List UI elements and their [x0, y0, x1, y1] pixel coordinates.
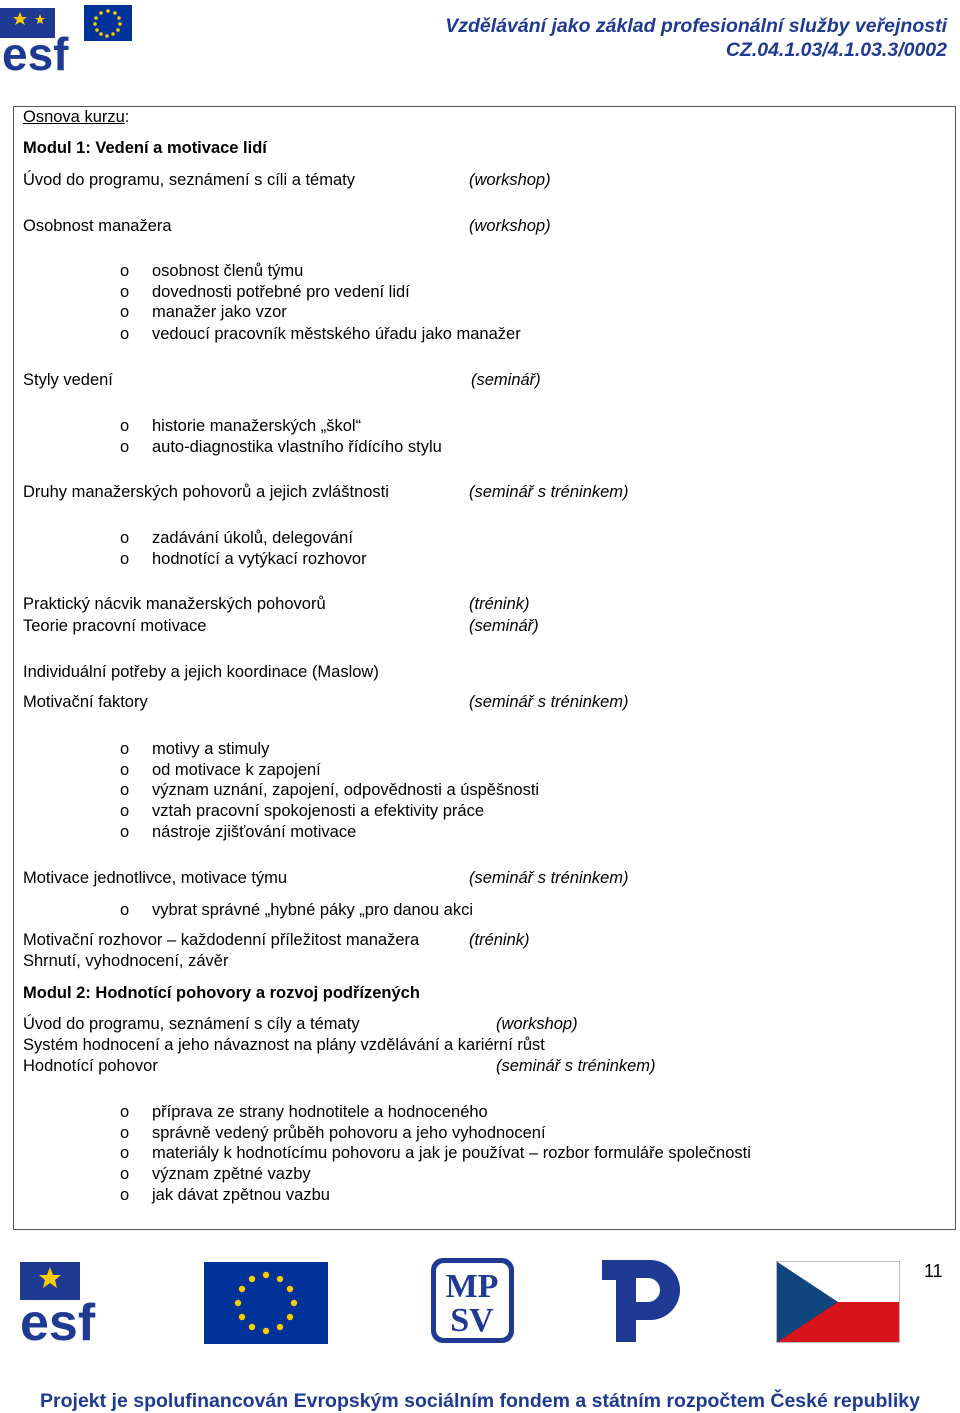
m1-styles: Styly vedení [23, 371, 113, 389]
czech-flag-icon [776, 1261, 900, 1343]
esf-logo-icon [0, 0, 135, 75]
ministry-p-icon [600, 1258, 686, 1342]
list-item: příprava ze strany hodnotitele a hodnoceného [152, 1103, 488, 1121]
bullet-icon: o [120, 761, 130, 779]
bullet-icon: o [120, 1144, 130, 1162]
m1-interviews: Druhy manažerských pohovorů a jejich zvláštnosti [23, 483, 389, 501]
m1-factors: Motivační faktory [23, 693, 148, 711]
list-item: zadávání úkolů, delegování [152, 529, 353, 547]
bullet-icon: o [120, 303, 130, 321]
mpsv-logo-icon [430, 1257, 515, 1344]
m1-practice: Praktický nácvik manažerských pohovorů [23, 595, 326, 613]
header-project-code: CZ.04.1.03/4.1.03.3/0002 [725, 39, 947, 61]
m1-intro: Úvod do programu, seznámení s cíli a tématy [23, 171, 355, 189]
m2-intro: Úvod do programu, seznámení s cíly a tématy [23, 1015, 360, 1033]
m1-individual: Motivace jednotlivce, motivace týmu [23, 869, 288, 887]
mpsv-top-text: MP [445, 1268, 499, 1305]
list-item: motivy a stimuly [152, 740, 270, 758]
bullet-icon: o [120, 1124, 130, 1142]
list-item: nástroje zjišťování motivace [152, 823, 357, 841]
list-item: od motivace k zapojení [152, 761, 321, 779]
list-item: význam zpětné vazby [152, 1165, 311, 1183]
list-item: správně vedený průběh pohovoru a jeho vyhodnocení [152, 1124, 546, 1142]
ministry-p-logo [600, 1258, 686, 1347]
module2-title: Modul 2: Hodnotící pohovory a rozvoj podřízených [23, 984, 420, 1002]
m1-styles-type: (seminář) [471, 371, 541, 389]
m1-factors-type: (seminář s tréninkem) [469, 693, 629, 711]
bullet-icon: o [120, 283, 130, 301]
m1-personality: Osobnost manažera [23, 217, 172, 235]
outline-label: Osnova kurzu [23, 108, 125, 126]
esf-logo-text: esf [2, 28, 69, 75]
module1-title: Modul 1: Vedení a motivace lidí [23, 139, 267, 157]
list-item: hodnotící a vytýkací rozhovor [152, 550, 367, 568]
outline-heading [23, 107, 129, 127]
page-number: 11 [924, 1261, 943, 1281]
esf-footer-text: esf [20, 1294, 96, 1342]
bullet-icon: o [120, 740, 130, 758]
bullet-icon: o [120, 1165, 130, 1183]
m1-interviews-type: (seminář s tréninkem) [469, 483, 629, 501]
m1-theory: Teorie pracovní motivace [23, 617, 207, 635]
m2-interview-type: (seminář s tréninkem) [496, 1057, 656, 1075]
m1-needs: Individuální potřeby a jejich koordinace (Maslow) [23, 663, 379, 681]
bullet-icon: o [120, 823, 130, 841]
m1-personality-type: (workshop) [469, 217, 551, 235]
list-item: význam uznání, zapojení, odpovědnosti a úspěšnosti [152, 781, 540, 799]
m2-interview: Hodnotící pohovor [23, 1057, 158, 1075]
bullet-icon: o [120, 781, 130, 799]
bullet-icon: o [120, 550, 130, 568]
m1-theory-type: (seminář) [469, 617, 539, 635]
bullet-icon: o [120, 1103, 130, 1121]
m1-intro-type: (workshop) [469, 171, 551, 189]
list-item: osobnost členů týmu [152, 262, 304, 280]
esf-logo-footer [20, 1262, 115, 1347]
footer-note: Projekt je spolufinancován Evropským sociálním fondem a státním rozpočtem České republiky [40, 1390, 920, 1412]
list-item: historie manažerských „škol“ [152, 417, 362, 435]
bullet-icon: o [120, 1186, 130, 1204]
list-item: vztah pracovní spokojenosti a efektivity práce [152, 802, 485, 820]
bullet-icon: o [120, 417, 130, 435]
m2-intro-type: (workshop) [496, 1015, 578, 1033]
mpsv-bottom-text: SV [450, 1302, 494, 1339]
bullet-icon: o [120, 325, 130, 343]
esf-footer-icon [20, 1262, 115, 1342]
list-item: materiály k hodnotícímu pohovoru a jak je používat – rozbor formuláře společnosti [152, 1144, 751, 1162]
m1-individual-type: (seminář s tréninkem) [469, 869, 629, 887]
header-title-line1: Vzdělávání jako základ profesionální služby veřejnosti [445, 15, 947, 37]
list-item: vybrat správné „hybné páky „pro danou akci [152, 901, 474, 919]
bullet-icon: o [120, 438, 130, 456]
list-item: jak dávat zpětnou vazbu [152, 1186, 330, 1204]
esf-logo-header [0, 0, 135, 75]
m1-summary: Shrnutí, vyhodnocení, závěr [23, 952, 229, 970]
list-item: vedoucí pracovník městského úřadu jako manažer [152, 325, 521, 343]
m1-practice-type: (trénink) [469, 595, 530, 613]
bullet-icon: o [120, 901, 130, 919]
eu-flag [204, 1262, 328, 1349]
list-item: auto-diagnostika vlastního řídícího stylu [152, 438, 442, 456]
header-title [445, 14, 947, 62]
eu-stars-icon [204, 1262, 328, 1344]
list-item: manažer jako vzor [152, 303, 287, 321]
mpsv-logo [430, 1257, 515, 1349]
list-item: dovednosti potřebné pro vedení lidí [152, 283, 410, 301]
m1-talk-type: (trénink) [469, 931, 530, 949]
outline-colon: : [124, 108, 130, 126]
bullet-icon: o [120, 802, 130, 820]
m1-talk: Motivační rozhovor – každodenní příležitost manažera [23, 931, 420, 949]
bullet-icon: o [120, 529, 130, 547]
bullet-icon: o [120, 262, 130, 280]
m2-system: Systém hodnocení a jeho návaznost na plány vzdělávání a kariérní růst [23, 1036, 545, 1054]
czech-flag [776, 1261, 900, 1348]
